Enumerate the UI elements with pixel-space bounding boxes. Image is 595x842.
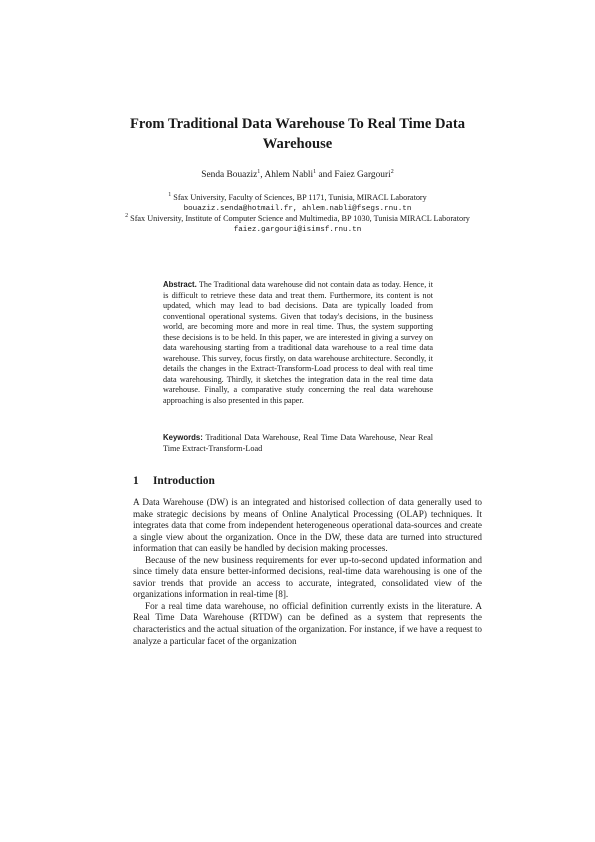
author-separator: ,: [260, 170, 265, 180]
section-title: Introduction: [153, 475, 215, 487]
affiliation-mark: 2: [390, 169, 394, 175]
affiliation-mark: 1: [257, 169, 261, 175]
affiliation-number: 2: [125, 213, 129, 219]
body-text: [133, 497, 482, 647]
paragraph: For a real time data warehouse, no official definition currently exists in the literature. A Real Time Data Warehouse (RTDW) can be defined as a system that represents the characteristics and the actual situation of the organization. For instance, if we have a request to analyze a particular facet of the organization: [133, 600, 482, 646]
author-name: Senda Bouaziz: [201, 170, 258, 180]
author-name: Ahlem Nabli: [264, 170, 314, 180]
paragraph: A Data Warehouse (DW) is an integrated and historised collection of data generally used to make strategic decisions by means of Online Analytical Processing (OLAP) techniques. It integrates data that come from independent heterogeneous operational data-sources and create a single view about the organization. Once in the DW, these data are turned into structured information that can easily be handled by decision making processes.: [133, 497, 482, 554]
abstract-label: Abstract.: [163, 280, 197, 289]
paragraph: Because of the new business requirements for ever up-to-second updated information and since timely data ensure better-informed decisions, real-time data warehousing is one of the savior trends that provide an access to accurate, integrated, consolidated view of the organizations information in real-time [8].: [133, 554, 482, 600]
affiliation-1: [120, 193, 475, 215]
affiliation-email: bouaziz.senda@hotmail.fr, ahlem.nabli@fsegs.rnu.tn: [183, 204, 412, 213]
affiliation-number: 1: [168, 192, 172, 198]
paper-title: From Traditional Data Warehouse To Real Time Data Warehouse: [129, 116, 465, 152]
author-name: Faiez Gargouri: [334, 170, 391, 180]
abstract: [163, 280, 433, 406]
section-number: 1: [133, 475, 139, 487]
abstract-text: The Traditional data warehouse did not contain data as today. Hence, it is difficult to retrieve these data and treat them. Furthermore, its content is not updated, which may lead to bad decisions. Data are typically loaded from conventional operational systems. Given that today's decisions, in the business world, are becoming more and more in real time. Thus, the system supporting these decisions is to be held. In this paper, we are interested in giving a survey on data warehousing starting from a traditional data warehouse to a real time data warehouse. This survey, focus firstly, on data warehouse architecture. Secondly, it details the changes in the Extract-Transform-Load process to deal with real time data warehousing. Thirdly, it sketches the integration data in the real time data warehouse. Finally, a comparative study concerning the real data warehouse approaching is also presented in this paper.: [163, 280, 433, 405]
section-heading: [133, 474, 215, 488]
affiliation-email: faiez.gargouri@isimsf.rnu.tn: [233, 225, 362, 234]
keywords: [163, 433, 433, 454]
keywords-text: Traditional Data Warehouse, Real Time Data Warehouse, Near Real Time Extract-Transform-Load: [163, 433, 433, 453]
affiliation-text: Sfax University, Institute of Computer Science and Multimedia, BP 1030, Tunisia MIRACL Laboratory: [130, 214, 470, 223]
keywords-label: Keywords:: [163, 433, 203, 442]
author-separator: and: [316, 170, 335, 180]
affiliation-text: Sfax University, Faculty of Sciences, BP 1171, Tunisia, MIRACL Laboratory: [173, 193, 427, 202]
affiliation-2: [120, 214, 475, 236]
author-list: [100, 169, 495, 181]
affiliation-mark: 1: [313, 169, 317, 175]
